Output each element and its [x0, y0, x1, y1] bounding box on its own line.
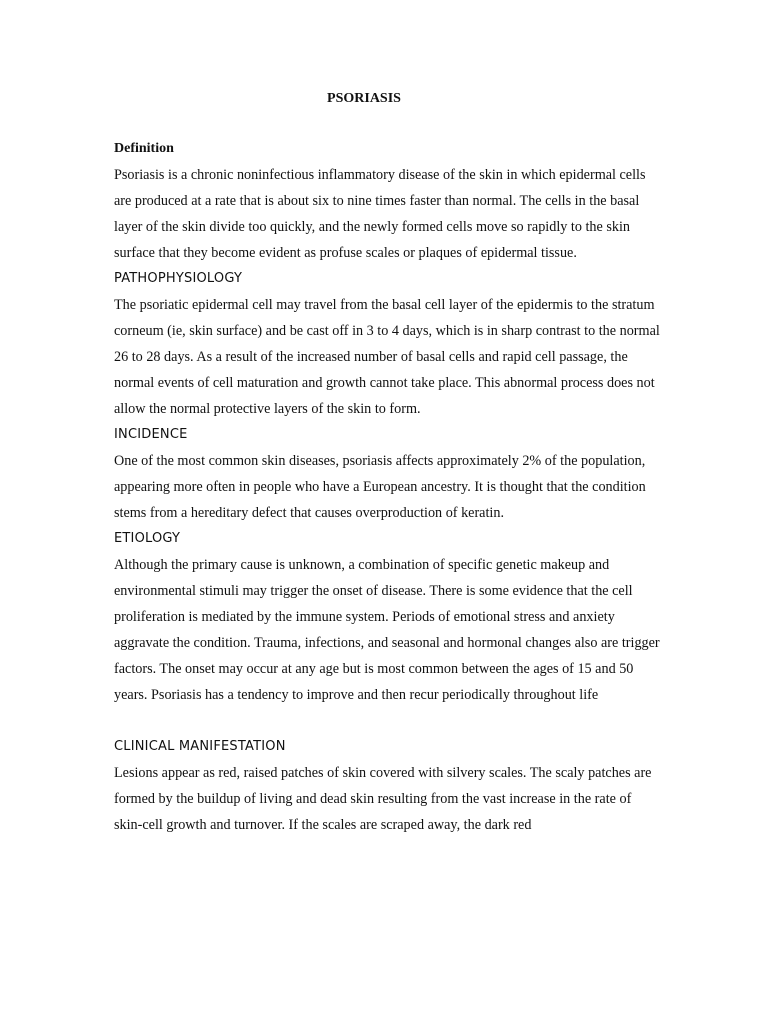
clinical-manifestation-heading: CLINICAL MANIFESTATION	[114, 739, 286, 754]
document-body	[114, 136, 662, 838]
page-title: PSORIASIS	[327, 91, 401, 106]
definition-heading: Definition	[114, 141, 174, 156]
etiology-paragraph: Although the primary cause is unknown, a combination of specific genetic makeup and environmental stimuli may trigger the onset of disease. There is some evidence that the cell proliferation is mediated by the immune system. Periods of emotional stress and anxiety aggravate the condition. Trauma, infections, and seasonal and hormonal changes also are trigger factors. The onset may occur at any age but is most common between the ages of 15 and 50 years. Psoriasis has a tendency to improve and then recur periodically throughout life	[114, 557, 660, 703]
incidence-paragraph: One of the most common skin diseases, psoriasis affects approximately 2% of the population, appearing more often in people who have a European ancestry. It is thought that the condition stems from a hereditary defect that causes overproduction of keratin.	[114, 453, 646, 521]
clinical-manifestation-paragraph: Lesions appear as red, raised patches of skin covered with silvery scales. The scaly patches are formed by the buildup of living and dead skin resulting from the vast increase in the rate of skin-cell growth and turnover. If the scales are scraped away, the dark red	[114, 765, 652, 833]
pathophysiology-heading: PATHOPHYSIOLOGY	[114, 271, 243, 286]
pathophysiology-paragraph: The psoriatic epidermal cell may travel from the basal cell layer of the epidermis to the stratum corneum (ie, skin surface) and be cast off in 3 to 4 days, which is in sharp contrast to the normal 26 to 28 days. As a result of the increased number of basal cells and rapid cell passage, the normal events of cell maturation and growth cannot take place. This abnormal process does not allow the normal protective layers of the skin to form.	[114, 297, 660, 417]
paragraph-spacer	[114, 708, 662, 734]
incidence-heading: INCIDENCE	[114, 427, 188, 442]
definition-paragraph: Psoriasis is a chronic noninfectious inflammatory disease of the skin in which epidermal cells are produced at a rate that is about six to nine times faster than normal. The cells in the basal layer of the skin divide too quickly, and the newly formed cells move so rapidly to the skin surface that they become evident as profuse scales or plaques of epidermal tissue.	[114, 167, 646, 261]
etiology-heading: ETIOLOGY	[114, 531, 181, 546]
